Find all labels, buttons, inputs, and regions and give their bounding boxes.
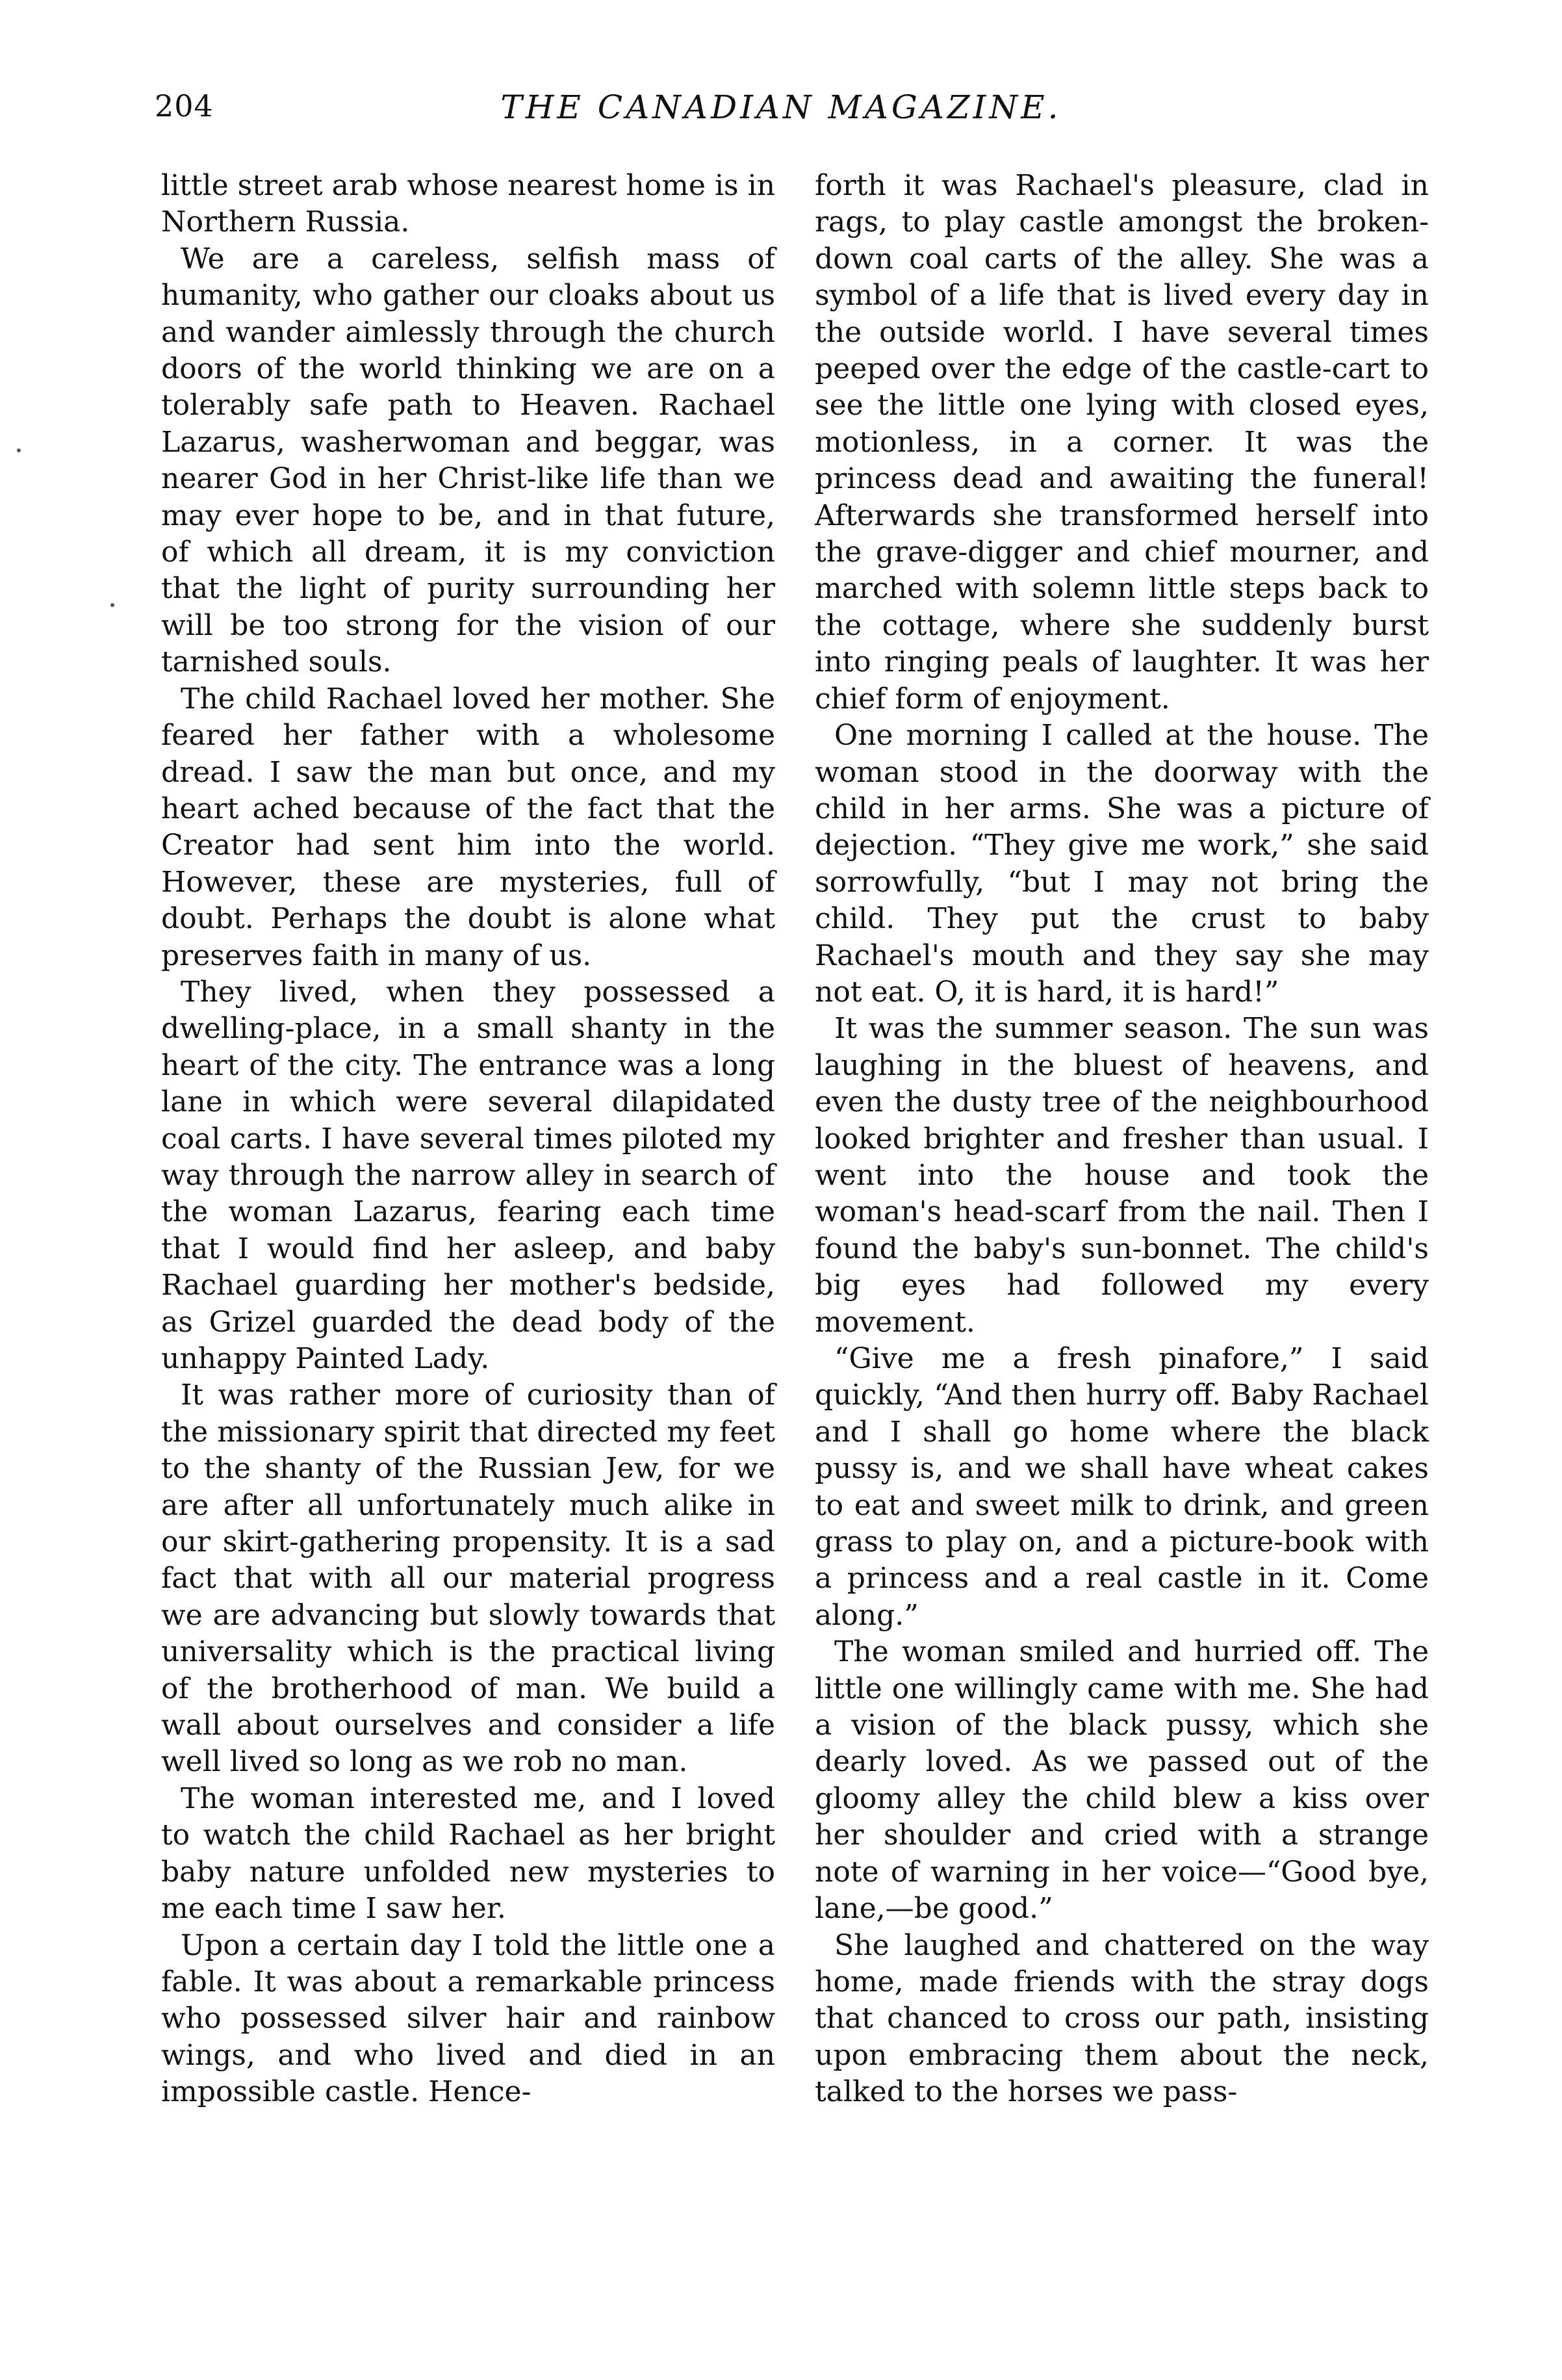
left-column [161,168,775,2111]
paragraph: It was the summer season. The sun was laughing in the bluest of heavens, and even the dusty tree of the neighbourhood looked brighter and fresher than usual. I went into the house and took the woman's head-scarf from the nail. Then I found the baby's sun-bonnet. The child's big eyes had followed my every movement. [815,1012,1429,1339]
paragraph: forth it was Rachael's pleasure, clad in rags, to play castle amongst the broken-down coal carts of the alley. She was a symbol of a life that is lived every day in the outside world. I have several times peeped over the edge of the castle-cart to see the little one lying with closed eyes, motionless, in a corner. It was the princess dead and awaiting the funeral! Afterwards she transformed herself into the grave-digger and chief mourner, and marched with solemn little steps back to the cottage, where she suddenly burst into ringing peals of laughter. It was her chief form of enjoyment. [815,169,1429,716]
paragraph: Upon a certain day I told the little one a fable. It was about a remarkable princess who possessed silver hair and rainbow wings, and who lived and died in an impossible castle. Hence- [161,1928,775,2109]
paragraph: One morning I called at the house. The woman stood in the doorway with the child in her arms. She was a picture of dejection. “They give me work,” she said sorrowfully, “but I may not bring the child. They put the crust to baby Rachael's mouth and they say she may not eat. O, it is hard, it is hard!” [815,719,1429,1009]
paragraph: It was rather more of curiosity than of the missionary spirit that directed my feet to the shanty of the Russian Jew, for we are after all unfortunately much alike in our skirt-gathering propensity. It is a sad fact that with all our material progress we are advancing but slowly towards that universality which is the practical living of the brotherhood of man. We build a wall about ourselves and consider a life well lived so long as we rob no man. [161,1378,775,1779]
paragraph: They lived, when they possessed a dwelling-place, in a small shanty in the heart of the city. The entrance was a long lane in which were several dilapidated coal carts. I have several times piloted my way through the narrow alley in search of the woman Lazarus, fearing each time that I would find her asleep, and baby Rachael guarding her mother's bedside, as Grizel guarded the dead body of the unhappy Painted Lady. [161,975,775,1375]
paragraph: The woman smiled and hurried off. The little one willingly came with me. She had a vision of the black pussy, which she dearly loved. As we passed out of the gloomy alley the child blew a kiss over her shoulder and cried with a strange note of warning in her voice—“Good bye, lane,—be good.” [815,1635,1429,1926]
margin-speck [110,603,114,607]
paragraph: She laughed and chattered on the way home, made friends with the stray dogs that chanced to cross our path, insisting upon embracing them about the neck, talked to the horses we pass- [815,1928,1429,2109]
paragraph: The woman interested me, and I loved to watch the child Rachael as her bright baby nature unfolded new mysteries to me each time I saw her. [161,1781,775,1926]
paragraph: “Give me a fresh pinafore,” I said quickly, “And then hurry off. Baby Rachael and I shall go home where the black pussy is, and we shall have wheat cakes to eat and sweet milk to drink, and green grass to play on, and a picture-book with a princess and a real castle in it. Come along.” [815,1342,1429,1632]
margin-speck [17,448,21,452]
page-number: 204 [155,88,214,123]
paragraph: little street arab whose nearest home is in Northern Russia. [161,169,775,239]
right-column [815,168,1429,2111]
paragraph: The child Rachael loved her mother. She feared her father with a wholesome dread. I saw the man but once, and my heart ached because of the fact that the Creator had sent him into the world. However, these are mysteries, full of doubt. Perhaps the doubt is alone what preserves faith in many of us. [161,682,775,972]
paragraph: We are a careless, selfish mass of humanity, who gather our cloaks about us and wander aimlessly through the church doors of the world thinking we are on a tolerably safe path to Heaven. Rachael Lazarus, washerwoman and beggar, was nearer God in her Christ-like life than we may ever hope to be, and in that future, of which all dream, it is my conviction that the light of purity surrounding her will be too strong for the vision of our tarnished souls. [161,242,775,679]
running-head: THE CANADIAN MAGAZINE. [500,88,1062,126]
